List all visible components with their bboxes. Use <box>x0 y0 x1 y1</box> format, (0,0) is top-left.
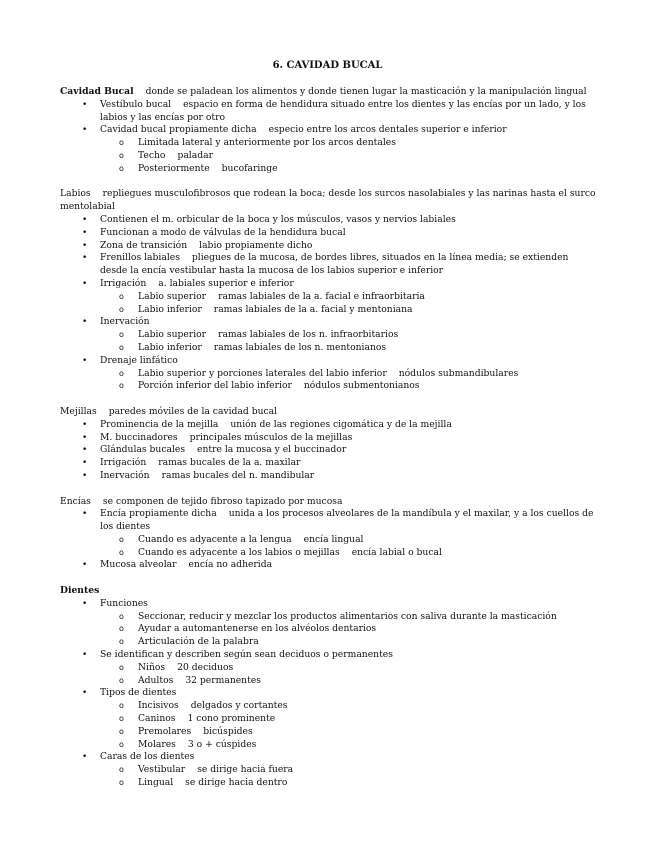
bullet-list <box>60 214 598 393</box>
list-item-definition: espacio en forma de hendidura situado entre los dientes y las encías por un lado, y los labios y las encías por otro <box>100 98 586 123</box>
list-item-term: Vestíbulo bucal <box>100 98 172 110</box>
sub-item-definition: ramas labiales de los n. mentonianos <box>213 341 387 353</box>
section-heading-definition: se componen de tejido fibroso tapizado por mucosa <box>102 495 343 507</box>
sub-item-term: Labio superior <box>138 290 207 302</box>
sub-item-definition: paladar <box>177 149 213 161</box>
list-item <box>60 751 598 789</box>
sub-item-term: Seccionar, reducir y mezclar los productos alimentarios con saliva durante la masticación <box>138 610 557 622</box>
list-item-definition: a. labiales superior e inferior <box>158 277 294 289</box>
list-item-term: Frenillos labiales <box>100 252 180 264</box>
sub-list-item <box>100 163 598 176</box>
list-item-term: Tipos de dientes <box>100 687 177 699</box>
list-item-term: Inervación <box>100 316 150 328</box>
sub-item-term: Labio inferior <box>138 303 202 315</box>
sub-item-definition: delgados y cortantes <box>190 700 288 712</box>
section <box>60 188 598 393</box>
sub-item-definition: ramas labiales de la a. facial e infraorbitaria <box>218 290 425 302</box>
sub-list <box>100 291 598 317</box>
list-item-definition: pliegues de la mucosa, de bordes libres, situados en la línea media; se extienden desde la encía vestibular hasta la mucosa de los labios superior e inferior <box>100 252 569 277</box>
list-item <box>60 432 598 445</box>
sub-list <box>100 700 598 751</box>
sub-item-term: Labio inferior <box>138 341 202 353</box>
bullet-list <box>60 419 598 483</box>
sub-item-term: Ayudar a automantenerse en los alvéolos dentarios <box>138 623 377 635</box>
section-heading-term: Mejillas <box>60 405 97 417</box>
list-item <box>60 470 598 483</box>
sub-item-definition: nódulos submentonianos <box>303 380 420 392</box>
list-item <box>60 278 598 316</box>
sub-list-item <box>100 329 598 342</box>
list-item-definition: especio entre los arcos dentales superior e inferior <box>268 124 507 136</box>
list-item-term: Irrigación <box>100 277 147 289</box>
sub-list-item <box>100 764 598 777</box>
sub-list-item <box>100 137 598 150</box>
section-heading <box>60 86 598 99</box>
bullet-list <box>60 598 598 790</box>
list-item <box>60 227 598 240</box>
list-item <box>60 252 598 278</box>
section-heading-term: Encías <box>60 495 91 507</box>
sub-list-item <box>100 623 598 636</box>
sub-item-definition: ramas labiales de los n. infraorbitarios <box>218 329 399 341</box>
sub-list-item <box>100 380 598 393</box>
sub-item-definition: se dirige hacia dentro <box>185 777 288 789</box>
list-item-term: Funciones <box>100 597 148 609</box>
section-heading-term: Labios <box>60 188 91 200</box>
sub-item-term: Posteriormente <box>138 162 210 174</box>
section <box>60 86 598 176</box>
section <box>60 585 598 790</box>
bullet-list <box>60 99 598 176</box>
section <box>60 496 598 573</box>
sub-item-term: Adultos <box>138 674 174 686</box>
list-item-term: Zona de transición <box>100 239 188 251</box>
list-item-term: Contienen el m. orbicular de la boca y los músculos, vasos y nervios labiales <box>100 213 456 225</box>
sub-list <box>100 368 598 394</box>
bullet-list <box>60 508 598 572</box>
sub-item-definition: encía labial o bucal <box>351 546 442 558</box>
sub-item-definition: bicúspides <box>203 725 253 737</box>
sub-list-item <box>100 150 598 163</box>
list-item-term: Irrigación <box>100 457 147 469</box>
sub-list-item <box>100 368 598 381</box>
list-item-term: Mucosa alveolar <box>100 559 177 571</box>
sub-item-term: Porción inferior del labio inferior <box>138 380 292 392</box>
sub-list <box>100 611 598 649</box>
list-item <box>60 124 598 175</box>
sub-list-item <box>100 547 598 560</box>
sub-list-item <box>100 713 598 726</box>
sub-item-definition: 3 o + cúspides <box>187 738 257 750</box>
list-item-definition: ramas bucales de la a. maxilar <box>158 457 301 469</box>
list-item-term: Cavidad bucal propiamente dicha <box>100 124 257 136</box>
sub-list-item <box>100 726 598 739</box>
sub-list-item <box>100 739 598 752</box>
sub-list-item <box>100 291 598 304</box>
list-item-definition: encía no adherida <box>188 559 273 571</box>
sub-list-item <box>100 662 598 675</box>
list-item-term: Glándulas bucales <box>100 444 186 456</box>
list-item <box>60 99 598 125</box>
list-item-term: Drenaje linfático <box>100 354 178 366</box>
sub-list-item <box>100 342 598 355</box>
list-item-term: Caras de los dientes <box>100 751 195 763</box>
list-item-definition: principales músculos de la mejillas <box>189 431 353 443</box>
sub-item-term: Limitada lateral y anteriormente por los arcos dentales <box>138 137 396 149</box>
section-heading <box>60 188 598 214</box>
list-item <box>60 649 598 687</box>
sub-list-item <box>100 636 598 649</box>
list-item <box>60 316 598 354</box>
sub-list <box>100 137 598 175</box>
section <box>60 406 598 483</box>
list-item-definition: entre la mucosa y el buccinador <box>197 444 347 456</box>
sub-list-item <box>100 611 598 624</box>
list-item-term: M. buccinadores <box>100 431 178 443</box>
sub-item-term: Premolares <box>138 725 192 737</box>
sub-item-term: Lingual <box>138 777 174 789</box>
sub-list-item <box>100 675 598 688</box>
section-heading-definition: repliegues musculofibrosos que rodean la boca; desde los surcos nasolabiales y las narinas hasta el surco mentolabial <box>60 188 596 213</box>
sub-item-term: Cuando es adyacente a los labios o mejillas <box>138 546 340 558</box>
sub-list <box>100 534 598 560</box>
sub-list <box>100 662 598 688</box>
sub-list-item <box>100 534 598 547</box>
sub-item-definition: se dirige hacia fuera <box>197 764 294 776</box>
sub-item-term: Incisivos <box>138 700 179 712</box>
section-heading-definition: donde se paladean los alimentos y donde tienen lugar la masticación y la manipulación lingual <box>145 86 587 97</box>
sub-item-definition: bucofaringe <box>221 162 278 174</box>
sub-item-definition: nódulos submandibulares <box>398 367 519 379</box>
sub-item-definition: 1 cono prominente <box>187 713 276 725</box>
list-item <box>60 419 598 432</box>
sub-item-definition: 20 deciduos <box>177 661 234 673</box>
list-item <box>60 214 598 227</box>
sub-item-definition: encía lingual <box>303 533 364 545</box>
section-heading <box>60 585 598 598</box>
list-item-term: Prominencia de la mejilla <box>100 418 219 430</box>
list-item-definition: ramas bucales del n. mandibular <box>161 469 315 481</box>
list-item <box>60 355 598 393</box>
sub-item-term: Caninos <box>138 713 176 725</box>
list-item <box>60 687 598 751</box>
sub-list-item <box>100 777 598 790</box>
section-heading <box>60 496 598 509</box>
list-item <box>60 240 598 253</box>
section-heading-term: Cavidad Bucal <box>60 86 134 97</box>
sub-list <box>100 764 598 790</box>
list-item-term: Funcionan a modo de válvulas de la hendidura bucal <box>100 226 346 238</box>
list-item-definition: unida a los procesos alveolares de la mandíbula y el maxilar, y a los cuellos de los dientes <box>100 508 594 533</box>
section-heading <box>60 406 598 419</box>
list-item <box>60 444 598 457</box>
sub-item-term: Articulación de la palabra <box>138 636 259 648</box>
list-item-definition: labio propiamente dicho <box>199 239 313 251</box>
list-item <box>60 457 598 470</box>
list-item-term: Se identifican y describen según sean deciduos o permanentes <box>100 649 393 661</box>
list-item-term: Inervación <box>100 469 150 481</box>
list-item-term: Encía propiamente dicha <box>100 508 217 520</box>
sub-item-term: Labio superior <box>138 329 207 341</box>
sub-item-term: Cuando es adyacente a la lengua <box>138 533 292 545</box>
sub-item-definition: ramas labiales de la a. facial y mentoniana <box>213 303 413 315</box>
page-title: 6. CAVIDAD BUCAL <box>272 60 383 71</box>
list-item-definition: unión de las regiones cigomática y de la mejilla <box>230 418 452 430</box>
sub-list <box>100 329 598 355</box>
sub-item-term: Niños <box>138 661 166 673</box>
sub-item-term: Molares <box>138 738 176 750</box>
list-item <box>60 598 598 649</box>
sub-item-definition: 32 permanentes <box>185 674 261 686</box>
sub-item-term: Vestibular <box>138 764 186 776</box>
section-heading-definition: paredes móviles de la cavidad bucal <box>108 405 278 417</box>
document-body <box>60 86 598 790</box>
list-item <box>60 508 598 559</box>
sub-list-item <box>100 304 598 317</box>
list-item <box>60 559 598 572</box>
section-heading-term: Dientes <box>60 585 100 597</box>
sub-item-term: Techo <box>138 149 166 161</box>
sub-list-item <box>100 700 598 713</box>
sub-item-term: Labio superior y porciones laterales del labio inferior <box>138 367 387 379</box>
